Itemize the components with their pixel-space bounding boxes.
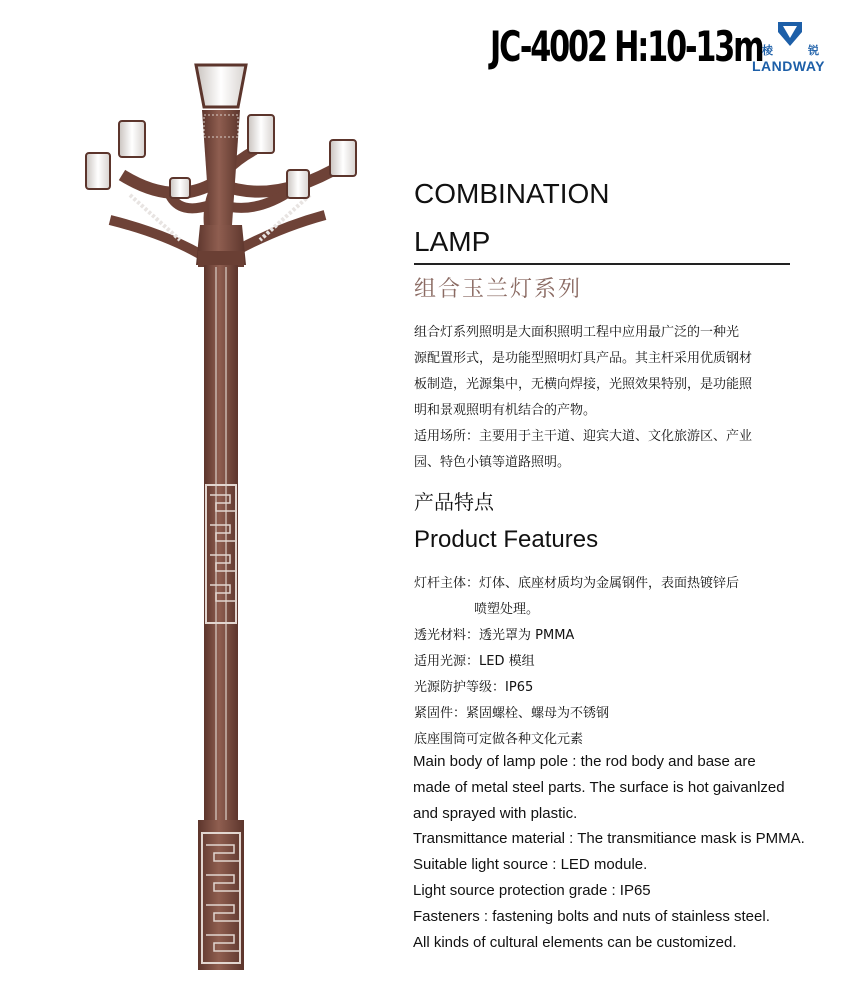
feature-en-line: All kinds of cultural elements can be customized. bbox=[413, 933, 737, 951]
description-line: 板制造，光源集中，无横向焊接，光照效果特别，是功能照 bbox=[414, 377, 753, 392]
title-line-1: COMBINATION bbox=[414, 178, 610, 209]
feature-row bbox=[414, 675, 739, 701]
feature-en-line: and sprayed with plastic. bbox=[413, 804, 578, 822]
feature-en-line: Transmittance material : The transmitiance mask is PMMA. bbox=[413, 830, 805, 848]
feature-value: LED 模组 bbox=[479, 654, 535, 669]
brand-cn-right: 锐 bbox=[808, 44, 819, 57]
feature-value: 底座围筒可定做各种文化元素 bbox=[414, 732, 584, 747]
description-line: 组合灯系列照明是大面积照明工程中应用最广泛的一种光 bbox=[414, 325, 740, 340]
features-heading-en: Product Features bbox=[414, 526, 599, 553]
title-divider bbox=[414, 263, 790, 265]
brand-cn-left: 棱 bbox=[762, 44, 773, 57]
feature-en-line: Suitable light source : LED module. bbox=[413, 856, 648, 874]
model-title: JC-4002 H:10-13m bbox=[490, 22, 763, 71]
title-cn: 组合玉兰灯系列 bbox=[414, 277, 583, 302]
feature-row bbox=[414, 597, 739, 623]
feature-en-line: Fasteners : fastening bolts and nuts of stainless steel. bbox=[413, 907, 770, 925]
feature-label: 适用光源： bbox=[414, 654, 480, 669]
description-line: 明和景观照明有机结合的产物。 bbox=[414, 403, 597, 418]
feature-en-line: Light source protection grade : IP65 bbox=[413, 881, 651, 899]
title-line-2: LAMP bbox=[414, 226, 491, 257]
feature-label: 紧固件： bbox=[414, 706, 467, 721]
feature-value: 紧固螺栓、螺母为不锈钢 bbox=[466, 706, 610, 721]
feature-row bbox=[414, 649, 739, 675]
feature-row bbox=[414, 701, 739, 727]
feature-value: IP65 bbox=[505, 680, 534, 695]
features-heading-cn: 产品特点 bbox=[414, 490, 494, 514]
feature-value: 灯体、底座材质均为金属钢件，表面热镀锌后 bbox=[479, 576, 740, 591]
description-line: 园、特色小镇等道路照明。 bbox=[414, 455, 571, 470]
feature-value: 透光罩为 PMMA bbox=[479, 628, 575, 643]
lamp-pole bbox=[196, 110, 246, 970]
lamp-illustration bbox=[70, 55, 370, 985]
description-line: 适用场所：主要用于主干道、迎宾大道、文化旅游区、产业 bbox=[414, 429, 753, 444]
feature-row bbox=[414, 571, 739, 597]
feature-label: 透光材料： bbox=[414, 628, 480, 643]
feature-label: 光源防护等级： bbox=[414, 680, 506, 695]
feature-en-line: made of metal steel parts. The surface is hot gaivanlzed bbox=[413, 778, 785, 796]
description-line: 源配置形式，是功能型照明灯具产品。其主杆采用优质钢材 bbox=[414, 351, 753, 366]
brand-name: LANDWAY bbox=[752, 58, 825, 74]
feature-value: 喷塑处理。 bbox=[474, 602, 540, 617]
features-en-list bbox=[413, 749, 805, 955]
features-cn-list bbox=[414, 571, 739, 753]
feature-row bbox=[414, 623, 739, 649]
feature-en-line: Main body of lamp pole : the rod body and base are bbox=[413, 753, 756, 770]
brand-logo bbox=[752, 18, 842, 78]
description bbox=[414, 320, 834, 476]
feature-label: 灯杆主体： bbox=[414, 576, 480, 591]
